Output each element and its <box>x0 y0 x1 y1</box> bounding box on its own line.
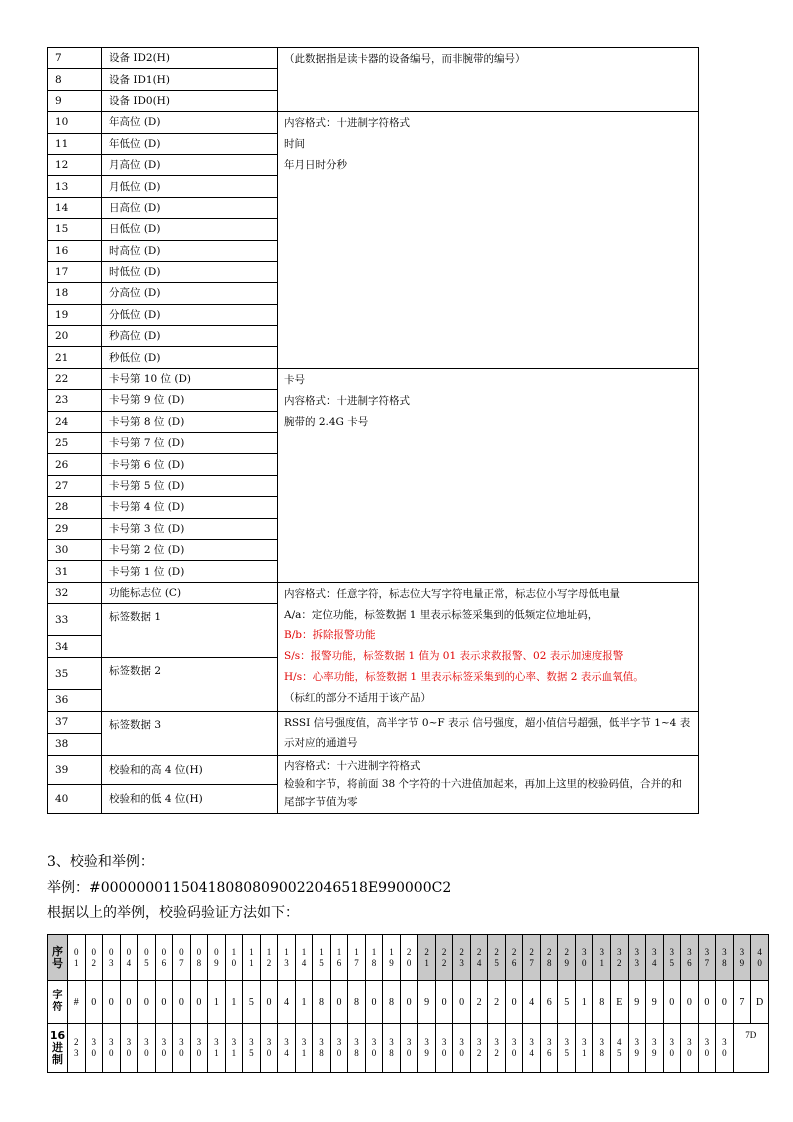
char-cell: E <box>611 981 629 1024</box>
char-cell: 0 <box>120 981 138 1024</box>
index-cell <box>663 935 681 981</box>
index-cell <box>540 935 558 981</box>
row-number: 18 <box>48 283 102 304</box>
index-value: 29 <box>564 946 569 968</box>
hex-cell <box>646 1024 664 1073</box>
index-cell <box>278 935 296 981</box>
char-cell: 8 <box>313 981 331 1024</box>
char-cell: 6 <box>540 981 558 1024</box>
index-cell <box>575 935 593 981</box>
index-cell <box>313 935 331 981</box>
char-cell: 8 <box>383 981 401 1024</box>
hex-cell <box>225 1024 243 1073</box>
row-number: 7 <box>48 48 102 69</box>
desc-line: S/s：报警功能，标签数据 1 值为 01 表示求救报警、02 表示加速度报警 <box>284 650 624 663</box>
hex-cell <box>663 1024 681 1073</box>
spec-row <box>48 755 699 784</box>
desc-line: 内容格式：十六进制字符格式 <box>284 759 421 772</box>
hex-cell <box>593 1024 611 1073</box>
row-number: 12 <box>48 154 102 175</box>
char-cell: 8 <box>593 981 611 1024</box>
hex-cell <box>365 1024 383 1073</box>
char-cell: 0 <box>698 981 716 1024</box>
desc-line: 腕带的 2.4G 卡号 <box>284 415 369 428</box>
index-cell <box>155 935 173 981</box>
char-cell: 0 <box>190 981 208 1024</box>
index-cell <box>260 935 278 981</box>
time-description <box>278 112 699 369</box>
index-cell <box>138 935 156 981</box>
field-name: 卡号第 4 位 (D) <box>102 497 278 518</box>
char-cell: 1 <box>208 981 226 1024</box>
hex-cell <box>68 1024 86 1073</box>
field-name: 卡号第 8 位 (D) <box>102 411 278 432</box>
index-value: 30 <box>581 946 587 968</box>
index-cell <box>681 935 699 981</box>
row-number: 33 <box>48 604 102 636</box>
index-cell <box>505 935 523 981</box>
hex-cell <box>716 1024 734 1073</box>
desc-line: 检验和字节，将前面 38 个字符的十六进值加起来，再加上这里的校验码值，合并的和尾部字节值为零 <box>284 777 683 808</box>
index-value: 03 <box>109 946 114 968</box>
char-cell: 0 <box>453 981 471 1024</box>
hex-value: 30 <box>669 1037 675 1058</box>
row-number: 36 <box>48 690 102 711</box>
hex-cell <box>611 1024 629 1073</box>
char-cell: 0 <box>330 981 348 1024</box>
field-name: 设备 ID1(H) <box>102 69 278 90</box>
index-value: 27 <box>529 946 534 968</box>
char-cell: 4 <box>523 981 541 1024</box>
row-number: 21 <box>48 347 102 368</box>
hex-value: 32 <box>476 1037 482 1058</box>
char-cell: 1 <box>575 981 593 1024</box>
index-cell <box>348 935 366 981</box>
desc-line: A/a：定位功能，标签数据 1 里表示标签采集到的低频定位地址码， <box>284 608 599 621</box>
row-number: 20 <box>48 326 102 347</box>
index-value: 09 <box>214 946 219 968</box>
spec-row <box>48 582 699 603</box>
index-value: 10 <box>231 946 237 968</box>
index-value: 21 <box>424 946 429 968</box>
protocol-spec-table <box>47 47 699 814</box>
hex-cell <box>453 1024 471 1073</box>
rssi-description <box>278 711 699 755</box>
char-cell: 9 <box>418 981 436 1024</box>
field-name: 标签数据 3 <box>102 711 278 755</box>
row-number: 39 <box>48 755 102 784</box>
row-number: 25 <box>48 433 102 454</box>
char-cell: 0 <box>155 981 173 1024</box>
field-name: 时低位 (D) <box>102 261 278 282</box>
row-number: 15 <box>48 219 102 240</box>
field-name: 卡号第 6 位 (D) <box>102 454 278 475</box>
char-cell: 5 <box>243 981 261 1024</box>
row-number: 40 <box>48 784 102 813</box>
hex-cell <box>628 1024 646 1073</box>
index-value: 18 <box>371 946 377 968</box>
field-name: 秒低位 (D) <box>102 347 278 368</box>
index-value: 31 <box>599 946 604 968</box>
index-cell <box>698 935 716 981</box>
index-cell <box>733 935 751 981</box>
field-name: 标签数据 1 <box>102 604 278 658</box>
desc-line: 时间 <box>284 138 305 151</box>
row-number: 17 <box>48 261 102 282</box>
hex-value: 30 <box>687 1037 692 1058</box>
field-name: 月高位 (D) <box>102 154 278 175</box>
index-value: 17 <box>354 946 359 968</box>
row-number: 13 <box>48 176 102 197</box>
char-cell: 0 <box>505 981 523 1024</box>
index-cell <box>120 935 138 981</box>
index-value: 39 <box>739 946 745 968</box>
field-name: 功能标志位 (C) <box>102 582 278 603</box>
field-name: 年低位 (D) <box>102 133 278 154</box>
hex-value: 30 <box>91 1037 97 1058</box>
hex-cell <box>575 1024 593 1073</box>
index-value: 34 <box>652 946 657 968</box>
index-value: 40 <box>757 946 762 968</box>
hex-value: 30 <box>109 1037 114 1058</box>
hex-value: 35 <box>564 1037 569 1058</box>
index-value: 12 <box>266 946 272 968</box>
row-number: 9 <box>48 90 102 111</box>
desc-line: 内容格式：任意字符，标志位大写字符电量正常，标志位小写字母低电量 <box>284 587 620 600</box>
index-cell <box>611 935 629 981</box>
index-value: 07 <box>179 946 184 968</box>
index-value: 08 <box>196 946 202 968</box>
char-cell: 8 <box>348 981 366 1024</box>
hex-value: 30 <box>406 1037 412 1058</box>
index-value: 04 <box>126 946 132 968</box>
field-name: 设备 ID2(H) <box>102 48 278 69</box>
hex-value: 30 <box>266 1037 272 1058</box>
hex-cell <box>488 1024 506 1073</box>
index-value: 25 <box>494 946 499 968</box>
row-number: 22 <box>48 368 102 389</box>
hex-value: 30 <box>196 1037 202 1058</box>
desc-line: （标红的部分不适用于该产品） <box>284 691 431 704</box>
index-cell <box>646 935 664 981</box>
index-value: 06 <box>161 946 167 968</box>
header-hex: 16 进制 <box>48 1024 68 1073</box>
field-name: 日低位 (D) <box>102 219 278 240</box>
row-number: 19 <box>48 304 102 325</box>
hex-cell <box>418 1024 436 1073</box>
char-cell: 1 <box>295 981 313 1024</box>
field-name: 标签数据 2 <box>102 657 278 711</box>
hex-value: 30 <box>144 1037 149 1058</box>
hex-value: 31 <box>581 1037 587 1058</box>
char-cell: 0 <box>663 981 681 1024</box>
card-description <box>278 368 699 582</box>
row-number: 28 <box>48 497 102 518</box>
desc-line: B/b：拆除报警功能 <box>284 629 376 642</box>
desc-line: 年月日时分秒 <box>284 159 347 172</box>
index-cell <box>523 935 541 981</box>
index-value: 33 <box>634 946 640 968</box>
field-name: 秒高位 (D) <box>102 326 278 347</box>
row-number: 32 <box>48 582 102 603</box>
hex-cell <box>190 1024 208 1073</box>
hex-value: 38 <box>354 1037 359 1058</box>
hex-cell <box>505 1024 523 1073</box>
index-value: 15 <box>319 946 324 968</box>
index-value: 16 <box>336 946 342 968</box>
spec-row <box>48 112 699 133</box>
field-name: 分低位 (D) <box>102 304 278 325</box>
hex-value: 23 <box>74 1037 79 1058</box>
char-cell: 0 <box>435 981 453 1024</box>
hex-value: 30 <box>371 1037 377 1058</box>
index-cell <box>173 935 191 981</box>
hex-value: 31 <box>231 1037 237 1058</box>
index-cell <box>330 935 348 981</box>
hex-value: 30 <box>722 1037 727 1058</box>
index-cell <box>295 935 313 981</box>
char-cell: 0 <box>138 981 156 1024</box>
row-number: 16 <box>48 240 102 261</box>
index-value: 24 <box>476 946 482 968</box>
index-cell <box>208 935 226 981</box>
spec-row <box>48 48 699 69</box>
spec-row <box>48 368 699 389</box>
index-value: 32 <box>617 946 622 968</box>
desc-line: 卡号 <box>284 373 305 386</box>
hex-cell <box>400 1024 418 1073</box>
index-cell <box>593 935 611 981</box>
index-cell <box>418 935 436 981</box>
hex-cell <box>540 1024 558 1073</box>
row-number: 34 <box>48 636 102 657</box>
spec-row <box>48 711 699 733</box>
index-value: 02 <box>91 946 97 968</box>
row-number: 23 <box>48 390 102 411</box>
char-cell: 7 <box>733 981 751 1024</box>
hex-cell <box>138 1024 156 1073</box>
desc-line: 内容格式：十进制字符格式 <box>284 394 410 407</box>
char-cell: 9 <box>628 981 646 1024</box>
hex-cell <box>278 1024 296 1073</box>
hex-value: 34 <box>284 1037 289 1058</box>
char-cell: 0 <box>85 981 103 1024</box>
field-name: 卡号第 5 位 (D) <box>102 475 278 496</box>
hex-cell <box>681 1024 699 1073</box>
char-cell: 0 <box>400 981 418 1024</box>
char-cell: 0 <box>260 981 278 1024</box>
field-name: 卡号第 1 位 (D) <box>102 561 278 582</box>
hex-value: 30 <box>161 1037 167 1058</box>
hex-cell <box>470 1024 488 1073</box>
index-value: 28 <box>546 946 552 968</box>
index-cell <box>190 935 208 981</box>
hex-cell <box>208 1024 226 1073</box>
char-cell: 0 <box>365 981 383 1024</box>
row-number: 37 <box>48 711 102 733</box>
index-value: 01 <box>74 946 79 968</box>
checksum-description <box>278 755 699 813</box>
field-name: 卡号第 10 位 (D) <box>102 368 278 389</box>
hex-cell <box>313 1024 331 1073</box>
index-value: 11 <box>249 946 254 968</box>
hex-value: 30 <box>511 1037 517 1058</box>
field-name: 年高位 (D) <box>102 112 278 133</box>
index-cell <box>470 935 488 981</box>
char-cell: # <box>68 981 86 1024</box>
hex-cell <box>698 1024 716 1073</box>
hex-value: 45 <box>617 1037 622 1058</box>
field-name: 卡号第 7 位 (D) <box>102 433 278 454</box>
field-name: 校验和的低 4 位(H) <box>102 784 278 813</box>
hex-value: 35 <box>249 1037 254 1058</box>
desc-line: 内容格式：十进制字符格式 <box>284 117 410 130</box>
hex-cell <box>173 1024 191 1073</box>
row-number: 26 <box>48 454 102 475</box>
index-cell <box>628 935 646 981</box>
hex-cell <box>330 1024 348 1073</box>
hex-cell <box>348 1024 366 1073</box>
char-cell: 2 <box>470 981 488 1024</box>
hex-cell <box>85 1024 103 1073</box>
index-cell <box>68 935 86 981</box>
row-number: 29 <box>48 518 102 539</box>
hex-value: 30 <box>179 1037 184 1058</box>
index-value: 14 <box>301 946 307 968</box>
hex-cell <box>155 1024 173 1073</box>
field-name: 卡号第 9 位 (D) <box>102 390 278 411</box>
char-cell: 2 <box>488 981 506 1024</box>
index-value: 22 <box>441 946 447 968</box>
row-number: 30 <box>48 539 102 560</box>
hex-cell <box>523 1024 541 1073</box>
hex-value: 30 <box>336 1037 342 1058</box>
index-value: 23 <box>459 946 464 968</box>
desc-line: H/s：心率功能，标签数据 1 里表示标签采集到的心率、数据 2 表示血氧值。 <box>284 670 644 683</box>
checksum-example-table <box>47 934 769 1073</box>
checksum-cell: 7D <box>733 1024 768 1073</box>
index-value: 38 <box>722 946 727 968</box>
field-name: 设备 ID0(H) <box>102 90 278 111</box>
index-cell <box>716 935 734 981</box>
verification-note: 根据以上的举例，校验码验证方法如下： <box>47 905 299 921</box>
index-value: 13 <box>284 946 289 968</box>
char-cell: 5 <box>558 981 576 1024</box>
hex-value: 38 <box>599 1037 604 1058</box>
row-number: 11 <box>48 133 102 154</box>
index-cell <box>365 935 383 981</box>
header-index: 序号 <box>48 935 68 981</box>
row-number: 31 <box>48 561 102 582</box>
index-cell <box>435 935 453 981</box>
hex-cell <box>295 1024 313 1073</box>
hex-value: 30 <box>126 1037 132 1058</box>
index-value: 37 <box>704 946 710 968</box>
row-number: 10 <box>48 112 102 133</box>
index-cell <box>85 935 103 981</box>
field-name: 月低位 (D) <box>102 176 278 197</box>
example-line: 举例：#000000011504180808090022046518E990000C2 <box>47 880 452 896</box>
char-cell: 9 <box>646 981 664 1024</box>
index-cell <box>400 935 418 981</box>
char-cell: 4 <box>278 981 296 1024</box>
index-cell <box>103 935 121 981</box>
row-number: 38 <box>48 733 102 755</box>
header-char: 字符 <box>48 981 68 1024</box>
index-value: 20 <box>406 946 412 968</box>
char-cell: 0 <box>716 981 734 1024</box>
hex-cell <box>260 1024 278 1073</box>
char-cell: D <box>751 981 769 1024</box>
row-number: 14 <box>48 197 102 218</box>
desc-line: RSSI 信号强度值，高半字节 0~F 表示 信号强度，超小值信号超强，低半字节 1~4 表示对应的通道号 <box>284 716 691 749</box>
index-value: 19 <box>389 946 394 968</box>
char-cell: 0 <box>103 981 121 1024</box>
hex-value: 36 <box>546 1037 552 1058</box>
index-value: 36 <box>687 946 692 968</box>
index-cell <box>243 935 261 981</box>
device-id-description <box>278 48 699 112</box>
desc-line: （此数据指是读卡器的设备编号，而非腕带的编号） <box>284 53 526 65</box>
field-name: 分高位 (D) <box>102 283 278 304</box>
index-cell <box>558 935 576 981</box>
field-name: 校验和的高 4 位(H) <box>102 755 278 784</box>
field-name: 时高位 (D) <box>102 240 278 261</box>
function-flag-description <box>278 582 699 711</box>
field-name: 卡号第 3 位 (D) <box>102 518 278 539</box>
row-number: 24 <box>48 411 102 432</box>
hex-value: 39 <box>652 1037 657 1058</box>
hex-value: 31 <box>301 1037 307 1058</box>
hex-value: 32 <box>494 1037 499 1058</box>
hex-value: 39 <box>424 1037 429 1058</box>
hex-cell <box>435 1024 453 1073</box>
index-value: 26 <box>511 946 517 968</box>
hex-value: 30 <box>704 1037 710 1058</box>
hex-cell <box>383 1024 401 1073</box>
hex-value: 34 <box>529 1037 534 1058</box>
index-value: 05 <box>144 946 149 968</box>
row-number: 27 <box>48 475 102 496</box>
index-cell <box>751 935 769 981</box>
hex-value: 30 <box>459 1037 464 1058</box>
index-cell <box>225 935 243 981</box>
hex-cell <box>243 1024 261 1073</box>
row-number: 8 <box>48 69 102 90</box>
index-cell <box>488 935 506 981</box>
hex-value: 39 <box>634 1037 640 1058</box>
hex-value: 38 <box>319 1037 324 1058</box>
hex-value: 30 <box>441 1037 447 1058</box>
char-cell: 0 <box>173 981 191 1024</box>
index-value: 35 <box>669 946 675 968</box>
index-cell <box>453 935 471 981</box>
char-cell: 0 <box>681 981 699 1024</box>
char-cell: 1 <box>225 981 243 1024</box>
hex-cell <box>103 1024 121 1073</box>
index-cell <box>383 935 401 981</box>
field-name: 日高位 (D) <box>102 197 278 218</box>
field-name: 卡号第 2 位 (D) <box>102 539 278 560</box>
hex-value: 31 <box>214 1037 219 1058</box>
hex-value: 38 <box>389 1037 394 1058</box>
hex-cell <box>120 1024 138 1073</box>
section-heading: 3、校验和举例： <box>47 854 154 870</box>
hex-cell <box>558 1024 576 1073</box>
row-number: 35 <box>48 657 102 689</box>
